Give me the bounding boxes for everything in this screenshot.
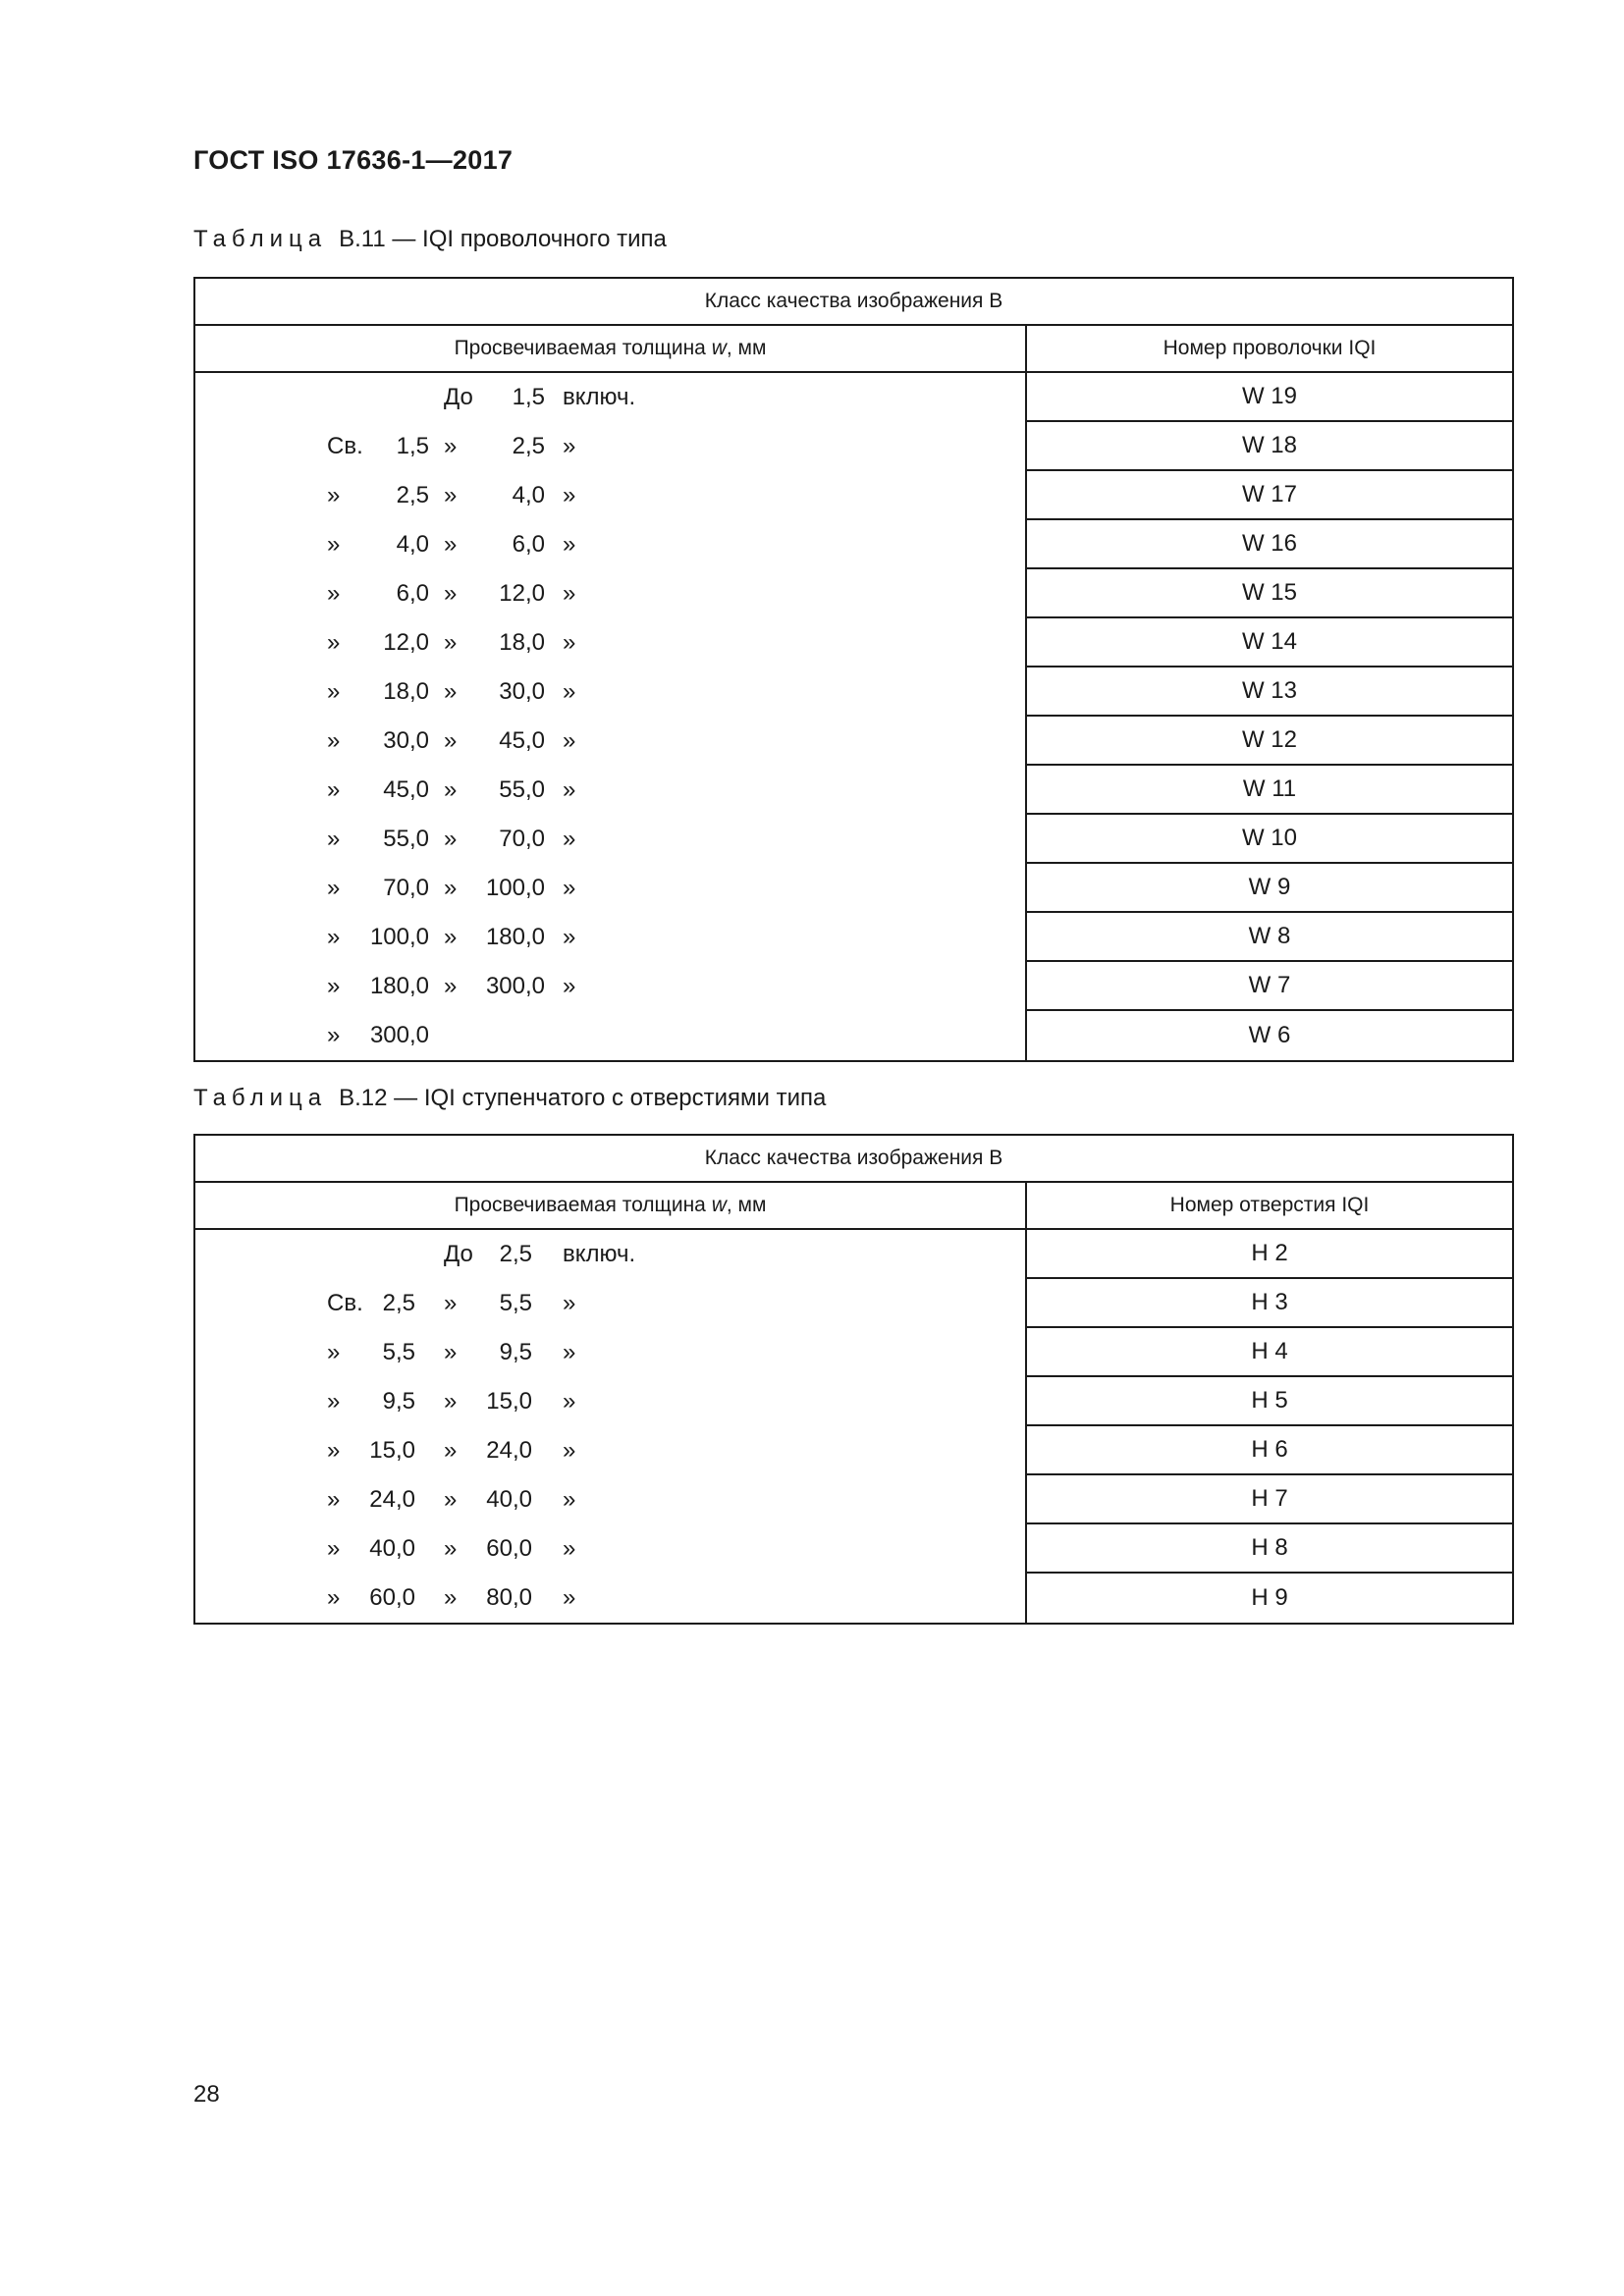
range-suffix: » — [563, 826, 576, 852]
table1-caption-text: B.11 — IQI проволочного типа — [339, 226, 667, 252]
range-mid: » — [444, 924, 458, 950]
table1-column-headers — [195, 326, 1512, 373]
table2-caption — [193, 1085, 826, 1112]
table-row — [195, 1328, 1025, 1377]
range-prefix: » — [327, 727, 341, 754]
iqi-number-cell: H 8 — [1027, 1524, 1512, 1574]
range-mid: » — [444, 1437, 458, 1464]
range-to: 18,0 — [499, 629, 545, 656]
range-to: 45,0 — [499, 727, 545, 754]
range-prefix: » — [327, 776, 341, 803]
range-prefix: » — [327, 826, 341, 852]
range-to: 30,0 — [499, 678, 545, 705]
range-to: 2,5 — [499, 1241, 532, 1267]
range-prefix: » — [327, 482, 341, 508]
range-mid: » — [444, 1388, 458, 1415]
iqi-number-cell: H 7 — [1027, 1475, 1512, 1524]
range-to: 4,0 — [512, 482, 545, 508]
range-from: 40,0 — [369, 1535, 415, 1562]
range-prefix: » — [327, 1022, 341, 1048]
range-prefix: » — [327, 875, 341, 901]
range-mid: » — [444, 776, 458, 803]
table1-col1-header-post: , мм — [726, 337, 767, 359]
range-to: 100,0 — [485, 875, 545, 901]
range-from: 45,0 — [383, 776, 429, 803]
table-row — [195, 1230, 1025, 1279]
range-to: 12,0 — [499, 580, 545, 607]
range-mid: До — [444, 384, 473, 410]
table2-col1-header-post: , мм — [726, 1194, 767, 1216]
range-mid: » — [444, 531, 458, 558]
iqi-number-cell: W 6 — [1248, 1022, 1291, 1048]
range-to: 15,0 — [486, 1388, 532, 1415]
range-to: 40,0 — [486, 1486, 532, 1513]
table-row — [195, 717, 1025, 766]
range-from: 2,5 — [382, 1290, 415, 1316]
range-from: 60,0 — [369, 1584, 415, 1611]
range-prefix: » — [327, 629, 341, 656]
range-prefix: » — [327, 1584, 341, 1611]
range-from: 55,0 — [383, 826, 429, 852]
range-mid: » — [444, 678, 458, 705]
range-from: 30,0 — [383, 727, 429, 754]
table-row — [195, 766, 1025, 815]
range-suffix: » — [563, 1290, 576, 1316]
table-row — [195, 422, 1025, 471]
range-mid: » — [444, 1584, 458, 1611]
range-suffix: » — [563, 1437, 576, 1464]
range-mid: » — [444, 1486, 458, 1513]
range-prefix: » — [327, 580, 341, 607]
range-prefix: Св. — [327, 433, 363, 459]
iqi-number-cell: H 3 — [1027, 1279, 1512, 1328]
range-to: 180,0 — [485, 924, 545, 950]
table-row — [195, 815, 1025, 864]
range-suffix: » — [563, 776, 576, 803]
range-to: 55,0 — [499, 776, 545, 803]
range-suffix: » — [563, 433, 576, 459]
table2-col1-header-var: w — [711, 1194, 727, 1216]
iqi-number-cell: H 6 — [1027, 1426, 1512, 1475]
table1-thickness-column — [195, 373, 1027, 1060]
iqi-number-cell: W 17 — [1027, 471, 1512, 520]
range-from: 70,0 — [383, 875, 429, 901]
table-row — [195, 471, 1025, 520]
table-row — [195, 913, 1025, 962]
range-mid: » — [444, 1535, 458, 1562]
range-prefix: » — [327, 1535, 341, 1562]
range-from: 12,0 — [383, 629, 429, 656]
range-suffix: включ. — [563, 1241, 636, 1267]
table-b11 — [193, 277, 1514, 1062]
iqi-number-cell: H 2 — [1027, 1230, 1512, 1279]
range-to: 70,0 — [499, 826, 545, 852]
range-from: 2,5 — [396, 482, 429, 508]
document-code: ГОСТ ISO 17636-1—2017 — [193, 145, 514, 175]
range-to: 1,5 — [512, 384, 545, 410]
iqi-number-cell: W 19 — [1027, 373, 1512, 422]
table-row — [195, 520, 1025, 569]
iqi-number-cell: W 8 — [1027, 913, 1512, 962]
iqi-number-cell: W 12 — [1027, 717, 1512, 766]
table1-caption — [193, 226, 667, 253]
range-mid: » — [444, 1290, 458, 1316]
range-from: 100,0 — [369, 924, 429, 950]
iqi-number-cell: H 5 — [1027, 1377, 1512, 1426]
range-prefix: » — [327, 973, 341, 999]
range-to: 5,5 — [499, 1290, 532, 1316]
range-prefix: » — [327, 1388, 341, 1415]
range-to: 300,0 — [485, 973, 545, 999]
range-from: 15,0 — [369, 1437, 415, 1464]
range-suffix: » — [563, 482, 576, 508]
table1-class-header: Класс качества изображения B — [195, 279, 1512, 326]
table-row — [195, 618, 1025, 667]
range-prefix: Св. — [327, 1290, 363, 1316]
table-row — [195, 569, 1025, 618]
table1-col1-header — [195, 326, 1027, 371]
range-to: 2,5 — [512, 433, 545, 459]
iqi-number-cell: W 13 — [1027, 667, 1512, 717]
table-row — [195, 1475, 1025, 1524]
table-row — [195, 373, 1025, 422]
range-from: 6,0 — [396, 580, 429, 607]
iqi-number-cell: W 18 — [1027, 422, 1512, 471]
range-suffix: » — [563, 629, 576, 656]
table2-caption-label: Таблица — [193, 1085, 328, 1111]
table-row — [195, 962, 1025, 1011]
iqi-number-cell: W 7 — [1027, 962, 1512, 1011]
table2-col1-header — [195, 1183, 1027, 1228]
range-mid: » — [444, 727, 458, 754]
table2-body — [195, 1230, 1512, 1623]
range-to: 24,0 — [486, 1437, 532, 1464]
range-from: 4,0 — [396, 531, 429, 558]
iqi-number-cell: H 9 — [1251, 1584, 1288, 1611]
table2-col2-header: Номер отверстия IQI — [1169, 1194, 1370, 1216]
range-prefix: » — [327, 678, 341, 705]
range-suffix: включ. — [563, 384, 636, 410]
table-row — [195, 1377, 1025, 1426]
range-from: 18,0 — [383, 678, 429, 705]
table2-class-header: Класс качества изображения B — [195, 1136, 1512, 1183]
range-suffix: » — [563, 924, 576, 950]
range-mid: » — [444, 1339, 458, 1365]
range-prefix: » — [327, 1437, 341, 1464]
range-suffix: » — [563, 580, 576, 607]
table1-col2-header: Номер проволочки IQI — [1163, 337, 1377, 359]
range-prefix: » — [327, 531, 341, 558]
range-suffix: » — [563, 531, 576, 558]
iqi-number-cell: W 15 — [1027, 569, 1512, 618]
range-mid: » — [444, 973, 458, 999]
range-from: 5,5 — [382, 1339, 415, 1365]
table-row — [195, 1426, 1025, 1475]
range-prefix: » — [327, 1486, 341, 1513]
iqi-number-cell: W 9 — [1027, 864, 1512, 913]
table-row — [195, 1524, 1025, 1574]
range-prefix: » — [327, 1339, 341, 1365]
range-mid: » — [444, 482, 458, 508]
range-from: 24,0 — [369, 1486, 415, 1513]
range-from: 180,0 — [369, 973, 429, 999]
table-row — [195, 1279, 1025, 1328]
range-suffix: » — [563, 678, 576, 705]
iqi-number-cell: W 14 — [1027, 618, 1512, 667]
range-from: 9,5 — [382, 1388, 415, 1415]
iqi-number-cell: W 11 — [1027, 766, 1512, 815]
range-suffix: » — [563, 1388, 576, 1415]
table2-col1-header-pre: Просвечиваемая толщина — [454, 1194, 712, 1216]
table-row — [195, 1011, 1025, 1060]
iqi-number-cell: W 10 — [1027, 815, 1512, 864]
table1-number-column — [1027, 373, 1512, 1060]
table1-col1-header-pre: Просвечиваемая толщина — [454, 337, 712, 359]
table-row — [195, 1574, 1025, 1623]
table2-caption-text: B.12 — IQI ступенчатого с отверстиями типа — [339, 1085, 827, 1111]
range-suffix: » — [563, 1486, 576, 1513]
table2-thickness-column — [195, 1230, 1027, 1623]
table-row — [195, 864, 1025, 913]
range-prefix: » — [327, 924, 341, 950]
range-suffix: » — [563, 875, 576, 901]
range-from: 300,0 — [369, 1022, 429, 1048]
range-mid: » — [444, 629, 458, 656]
iqi-number-cell: W 16 — [1027, 520, 1512, 569]
table1-caption-label: Таблица — [193, 226, 328, 252]
range-to: 6,0 — [512, 531, 545, 558]
range-suffix: » — [563, 1535, 576, 1562]
iqi-number-cell: H 4 — [1027, 1328, 1512, 1377]
table1-col1-header-var: w — [711, 337, 727, 359]
range-to: 60,0 — [486, 1535, 532, 1562]
range-from: 1,5 — [396, 433, 429, 459]
range-mid: До — [444, 1241, 473, 1267]
range-to: 80,0 — [486, 1584, 532, 1611]
range-mid: » — [444, 433, 458, 459]
table2-number-column — [1027, 1230, 1512, 1623]
range-suffix: » — [563, 973, 576, 999]
range-mid: » — [444, 875, 458, 901]
table-b12 — [193, 1134, 1514, 1625]
range-suffix: » — [563, 727, 576, 754]
table1-body — [195, 373, 1512, 1060]
page-number: 28 — [193, 2081, 220, 2108]
range-suffix: » — [563, 1584, 576, 1611]
table-row — [195, 667, 1025, 717]
range-to: 9,5 — [499, 1339, 532, 1365]
range-mid: » — [444, 580, 458, 607]
table2-column-headers — [195, 1183, 1512, 1230]
range-suffix: » — [563, 1339, 576, 1365]
range-mid: » — [444, 826, 458, 852]
